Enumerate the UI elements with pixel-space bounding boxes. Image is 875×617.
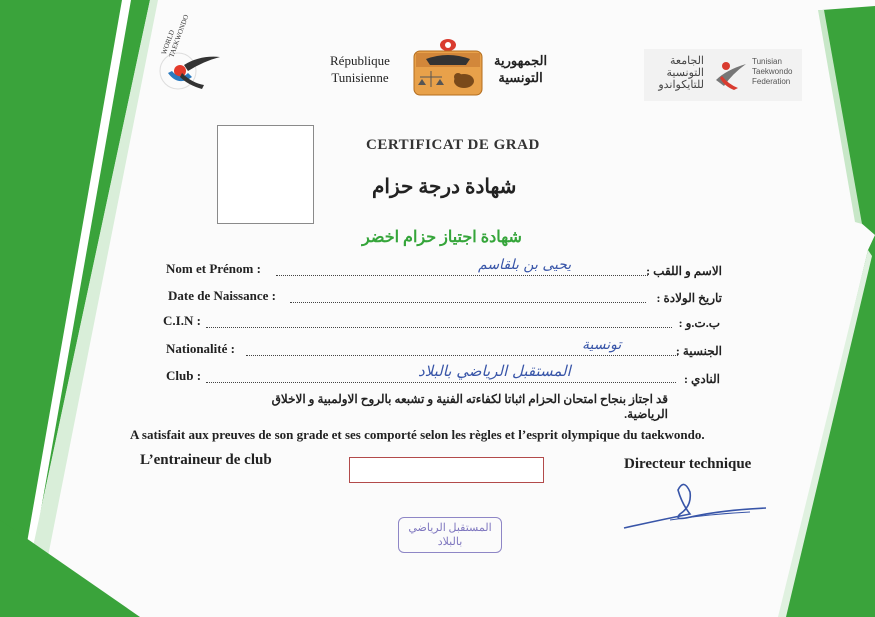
coach-label: L’entraineur de club <box>140 452 272 468</box>
body-text-ar: قد اجتاز بنجاح امتحان الحزام اثباتا لكفاءته الفنية و تشبعه بالروح الاولمبية و الاخلاق الرياضية. <box>271 392 668 421</box>
field-nationality-dots <box>246 355 678 356</box>
stamp-line2: بالبلاد <box>437 536 463 548</box>
federation-ar-line3: للتايكواندو <box>658 79 704 91</box>
title-ar: شهادة درجة حزام <box>372 176 517 198</box>
republic-ar-line1: الجمهورية <box>494 53 548 68</box>
field-club-dots <box>206 382 676 383</box>
field-name-label-ar: الاسم و اللقب : <box>646 264 722 278</box>
right-top-band <box>822 6 875 235</box>
field-cin-dots <box>206 327 672 328</box>
field-name-label-fr: Nom et Prénom : <box>166 261 261 276</box>
field-birthdate-label-fr: Date de Naissance : <box>168 288 276 303</box>
coach-name-box <box>349 457 544 483</box>
federation-kicker-icon <box>712 56 748 92</box>
field-nationality-label-fr: Nationalité : <box>166 341 235 356</box>
wt-logo-text: WORLD TAEKWONDO <box>160 13 191 59</box>
coat-of-arms-icon <box>404 37 492 99</box>
field-name-dots <box>276 275 648 276</box>
field-nationality-value: تونسية <box>582 337 622 353</box>
title-fr: CERTIFICAT DE GRAD <box>366 137 540 153</box>
federation-emblem <box>712 56 748 92</box>
stamp-line1: المستقبل الرياضي <box>408 522 492 534</box>
field-birthdate-dots <box>290 302 646 303</box>
federation-ar-line1: الجامعة <box>670 55 704 67</box>
field-club-value: المستقبل الرياضي بالبلاد <box>418 362 571 380</box>
republic-ar-line2: التونسية <box>498 70 543 85</box>
federation-en-line2: Taekwondo <box>752 67 793 76</box>
federation-en-line1: Tunisian <box>752 57 782 66</box>
republic-fr-line2: Tunisienne <box>331 70 389 85</box>
federation-en <box>752 57 792 87</box>
coat-of-arms <box>404 37 492 99</box>
republic-fr-line1: République <box>330 53 390 68</box>
field-club-label-ar: النادي : <box>684 372 720 386</box>
field-cin-label-ar: ب.ت.و : <box>678 316 720 330</box>
field-birthdate-label-ar: تاريخ الولادة : <box>656 291 722 305</box>
field-nationality-label-ar: الجنسية : <box>675 344 722 358</box>
director-label: Directeur technique <box>624 456 752 472</box>
federation-ar <box>660 55 704 91</box>
field-cin-label-fr: C.I.N : <box>163 313 201 328</box>
director-signature <box>620 474 770 534</box>
republic-ar <box>494 52 547 86</box>
field-club-label-fr: Club : <box>166 368 202 383</box>
photo-box <box>217 125 314 224</box>
world-taekwondo-logo <box>158 13 224 97</box>
field-name-value: يحيى بن بلقاسم <box>478 257 572 273</box>
club-stamp <box>398 517 502 553</box>
federation-ar-line2: التونسية <box>666 67 704 79</box>
federation-en-line3: Federation <box>752 77 791 86</box>
body-text-fr: A satisfait aux preuves de son grade et ses comporté selon les règles et l’esprit olympique du taekwondo. <box>130 427 705 442</box>
subtitle-ar: شهادة اجتياز حزام اخضر <box>362 229 522 246</box>
republic-fr <box>330 52 390 86</box>
